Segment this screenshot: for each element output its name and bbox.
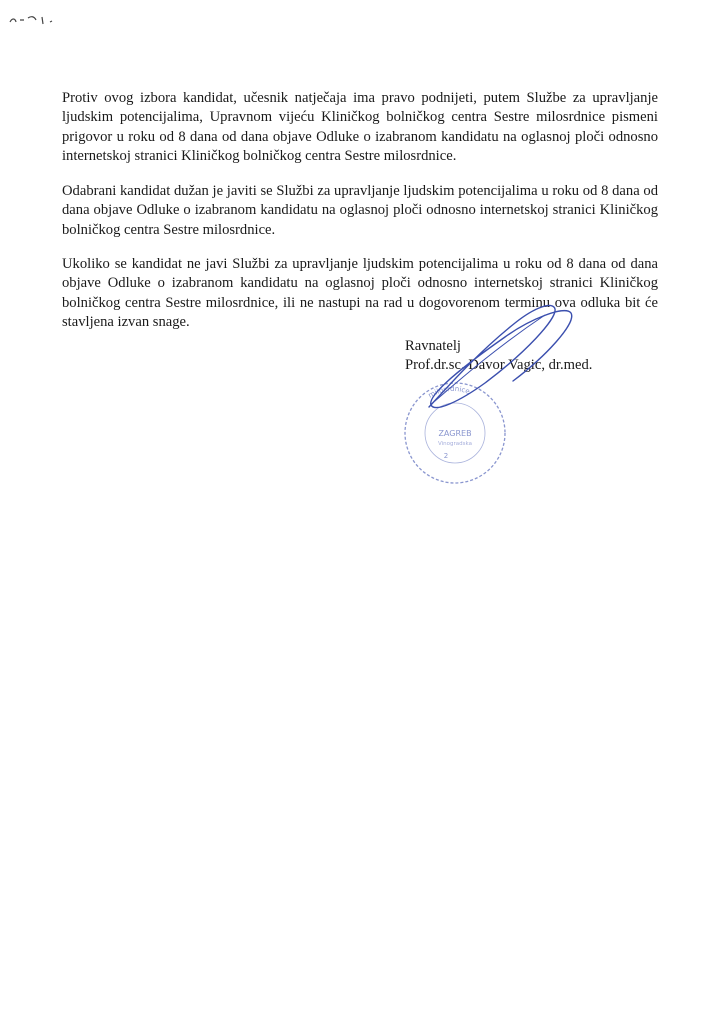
signatory-name: Prof.dr.sc. Davor Vagić, dr.med. [405, 357, 593, 374]
stamp-number-text: 2 [443, 452, 449, 460]
handwritten-signature [405, 295, 585, 425]
signatory-title: Ravnatelj [405, 338, 461, 354]
paragraph-decision-void: Ukoliko se kandidat ne javi Službi za upravljanje ljudskim potencijalima u roku od 8 dana od dana objave Odluke o izabranom kandidatu na oglasnoj ploči odnosno internetskoj stranici Kliničkog bolničkog centra Sestre milosrdnice, ili ne nastupi na rad u dogovorenom terminu ova odluka bit će stavljena izvan snage. [62, 256, 658, 331]
paragraph-objection-right: Protiv ovog izbora kandidat, učesnik natječaja ima pravo podnijeti, putem Službe za upravljanje ljudskim potencijalima, Upravnom vijeću Kliničkog bolničkog centra Sestre milosrdnice pismeni prigovor u roku od 8 dana od dana objave Odluke o izabranom kandidatu na oglasnoj ploči odnosno internetskoj stranici Kliničkog bolničkog centra Sestre milosrdnice. [62, 90, 658, 165]
stamp-city-text: ZAGREB [438, 429, 472, 438]
paragraph-candidate-report: Odabrani kandidat dužan je javiti se Službi za upravljanje ljudskim potencijalima u roku od 8 dana od dana objave Odluke o izabranom kandidatu na oglasnoj ploči odnosno internetskoj stranici Kliničkog bolničkog centra Sestre milosrdnice. [62, 183, 658, 238]
stamp-street-text: Vinogradska [438, 441, 472, 447]
stamp-institution-text: milosrdnice [426, 384, 471, 400]
scan-artifact-mark [8, 8, 62, 28]
